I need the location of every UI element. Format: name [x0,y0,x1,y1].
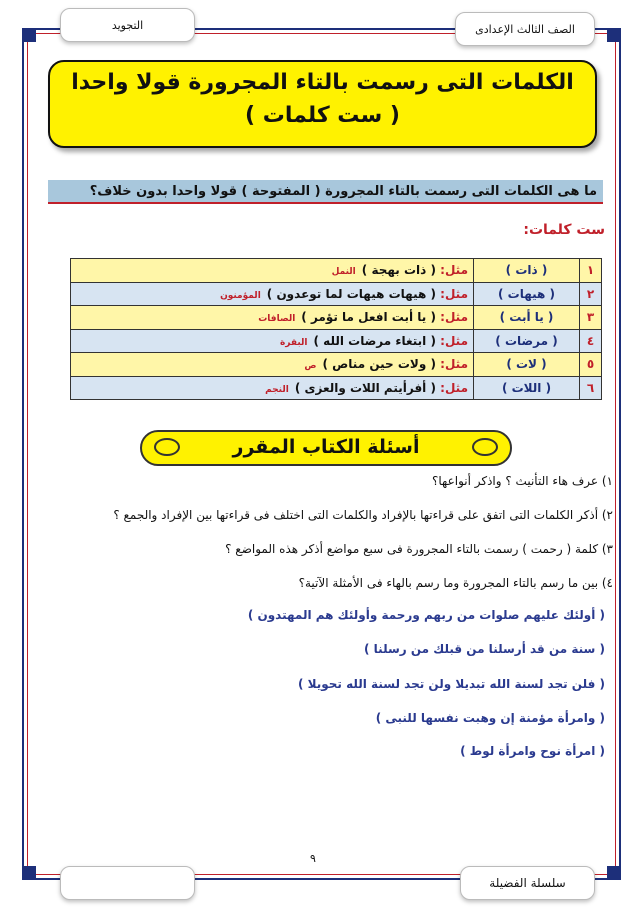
word-row [71,259,602,283]
page-number: ٩ [310,852,316,865]
surah-name: ص [304,361,317,372]
word-number: ٢ [580,282,602,306]
question-item: ١) عرف هاء التأنيث ؟ واذكر أنواعها؟ [432,474,613,488]
ayah-example: ( وامرأة مؤمنة إن وهبت نفسها للنبى ) [375,711,605,725]
word-cell: ( لات ) [474,353,580,377]
example-label: مثل: [440,286,468,301]
series-label: سلسلة الفضيلة [489,876,566,890]
subject-tab [60,8,195,42]
ayah-example: ( امرأة نوح وامرأة لوط ) [460,744,605,758]
example-cell [71,376,474,400]
example-text: ( هيهات هيهات لما توعدون ) [266,286,436,301]
example-cell [71,353,474,377]
ayah-example: ( أولئك عليهم صلوات من ربهم ورحمة وأولئك هم المهتدون ) [247,608,605,622]
word-row [71,376,602,400]
example-text: ( يا أبت افعل ما تؤمر ) [301,310,436,325]
word-number: ٣ [580,306,602,330]
corner-ornament [22,28,36,42]
example-label: مثل: [440,310,468,325]
example-text: ( ابتغاء مرضات الله ) [313,333,436,348]
example-cell [71,259,474,283]
word-cell: ( مرضات ) [474,329,580,353]
word-row [71,282,602,306]
word-number: ٥ [580,353,602,377]
example-label: مثل: [440,380,468,395]
word-cell: ( يا أبت ) [474,306,580,330]
word-number: ٦ [580,376,602,400]
footer-tab-blank [60,866,195,900]
six-words-label: ست كلمات: [523,222,605,238]
words-table [70,258,602,400]
corner-ornament [22,866,36,880]
surah-name: البقرة [279,337,308,348]
corner-ornament [607,28,621,42]
example-text: ( أفرأيتم اللات والعزى ) [294,380,436,395]
word-cell: ( هيهات ) [474,282,580,306]
lesson-title-box [48,60,597,148]
subject-label: التجويد [111,18,144,32]
questions-list [38,472,613,608]
grade-label: الصف الثالث الإعدادى [475,22,575,36]
word-cell: ( اللات ) [474,376,580,400]
main-question: ما هى الكلمات التى رسمت بالتاء المجرورة ( المفتوحة ) قولا واحدا بدون خلاف؟ [48,180,603,204]
question-item: ٣) كلمة ( رحمت ) رسمت بالتاء المجرورة فى سبع مواضع أذكر هذه المواضع ؟ [225,542,613,556]
question-item: ٢) أذكر الكلمات التى اتفق على قراءتها بالإفراد والكلمات التى اختلف فى قراءتها بين الإفراد والجمع ؟ [113,508,613,522]
example-text: ( ذات بهجة ) [361,263,436,278]
word-row [71,353,602,377]
surah-name: النجم [265,384,289,395]
corner-ornament [607,866,621,880]
word-row [71,329,602,353]
example-label: مثل: [440,263,468,278]
word-cell: ( ذات ) [474,259,580,283]
lesson-subtitle: ( ست كلمات ) [245,103,400,128]
question-item: ٤) بين ما رسم بالتاء المجرورة وما رسم بالهاء فى الأمثلة الآتية؟ [298,576,613,590]
example-cell [71,282,474,306]
ayah-example: ( فلن تجد لسنة الله تبديلا ولن تجد لسنة الله تحويلا ) [297,677,605,691]
word-row [71,306,602,330]
surah-name: النمل [331,267,356,278]
banner-title: أسئلة الكتاب المقرر [232,436,420,458]
surah-name: المؤمنون [220,290,261,301]
example-label: مثل: [440,357,468,372]
example-cell [71,329,474,353]
ayah-example: ( سنة من قد أرسلنا من قبلك من رسلنا ) [364,642,605,656]
surah-name: الصافات [258,314,296,325]
word-number: ١ [580,259,602,283]
example-label: مثل: [440,333,468,348]
example-text: ( ولات حين مناص ) [322,357,436,372]
lesson-title: الكلمات التى رسمت بالتاء المجرورة قولا واحدا [71,70,574,95]
example-cell [71,306,474,330]
book-questions-banner [140,430,512,466]
grade-tab [455,12,595,46]
word-number: ٤ [580,329,602,353]
series-tab [460,866,595,900]
